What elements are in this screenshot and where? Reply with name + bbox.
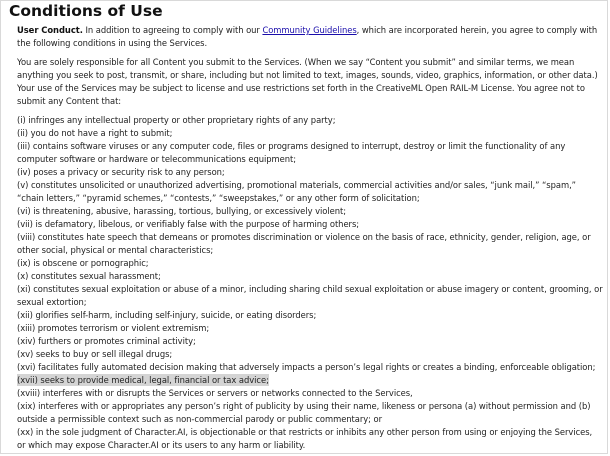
condition-text: (xii) glorifies self-harm, including self-injury, suicide, or eating disorders; [17, 310, 317, 320]
condition-text: (ii) you do not have a right to submit; [17, 128, 173, 138]
user-conduct-text-before: In addition to agreeing to comply with our [82, 25, 263, 35]
condition-text-highlighted: (xvii) seeks to provide medical, legal, financial or tax advice; [17, 375, 269, 385]
condition-text: (iv) poses a privacy or security risk to any person; [17, 167, 225, 177]
condition-item [17, 387, 603, 400]
condition-text: (xv) seeks to buy or sell illegal drugs; [17, 349, 173, 359]
condition-item [17, 114, 603, 127]
condition-text: (vi) is threatening, abusive, harassing, tortious, bullying, or excessively violent; [17, 206, 346, 216]
condition-text: (v) constitutes unsolicited or unauthorized advertising, promotional materials, commercial activities and/or sales, “junk mail,” “spam,” “chain letters,” “pyramid schemes,” “contests,” “sweepstakes,” or any other form of solicitation; [17, 180, 576, 203]
condition-item [17, 400, 603, 426]
condition-item [17, 257, 603, 270]
condition-item [17, 309, 603, 322]
condition-item-highlighted [17, 374, 603, 387]
condition-text: (viii) constitutes hate speech that demeans or promotes discrimination or violence on the basis of race, ethnicity, gender, religion, age, or other social, physical or mental characteristics; [17, 232, 591, 255]
condition-item [17, 218, 603, 231]
condition-text: (xx) in the sole judgment of Character.AI, is objectionable or that restricts or inhibits any other person from using or enjoying the Services, or which may expose Character.AI or its users to any harm or liability. [17, 427, 593, 450]
user-conduct-label: User Conduct. [17, 25, 83, 35]
condition-item [17, 426, 603, 452]
condition-text: (xiv) furthers or promotes criminal activity; [17, 336, 196, 346]
condition-item [17, 231, 603, 257]
community-guidelines-link[interactable]: Community Guidelines [262, 25, 357, 35]
responsibility-paragraph: You are solely responsible for all Content you submit to the Services. (When we say “Content you submit” and similar terms, we mean anything you seek to post, transmit, or share, including but not limited to text, images, sounds, video, graphics, information, or other data.) Your use of the Services may be subject to license and use restrictions set forth in the CreativeML Open RAIL-M License. You agree not to submit any Content that: [17, 57, 598, 106]
page-title: Conditions of Use [9, 2, 163, 20]
condition-text: (x) constitutes sexual harassment; [17, 271, 161, 281]
condition-item [17, 335, 603, 348]
condition-item [17, 166, 603, 179]
terms-content [17, 24, 603, 452]
condition-text: (xvi) facilitates fully automated decision making that adversely impacts a person’s legal rights or creates a binding, enforceable obligation; [17, 362, 596, 372]
condition-text: (xi) constitutes sexual exploitation or abuse of a minor, including sharing child sexual exploitation or abuse imagery or content, grooming, or sexual extortion; [17, 284, 603, 307]
condition-item [17, 140, 603, 166]
condition-text: (ix) is obscene or pornographic; [17, 258, 149, 268]
condition-item [17, 205, 603, 218]
condition-item [17, 348, 603, 361]
condition-item [17, 179, 603, 205]
condition-text: (iii) contains software viruses or any computer code, files or programs designed to interrupt, destroy or limit the functionality of any computer software or hardware or telecommunications equipment; [17, 141, 566, 164]
user-conduct-paragraph [17, 24, 603, 50]
user-conduct-text-after: , which are incorporated herein, you agree to comply with the following conditions in using the Services. [17, 25, 598, 48]
condition-item [17, 322, 603, 335]
condition-text: (xiii) promotes terrorism or violent extremism; [17, 323, 210, 333]
condition-text: (vii) is defamatory, libelous, or verifiably false with the purpose of harming others; [17, 219, 360, 229]
condition-text: (xviii) interferes with or disrupts the Services or servers or networks connected to the Services, [17, 388, 413, 398]
condition-item [17, 283, 603, 309]
condition-item [17, 127, 603, 140]
condition-text: (xix) interferes with or appropriates any person’s right of publicity by using their name, likeness or persona (a) without permission and (b) outside a permissible context such as non-commercial parody or public commentary; or [17, 401, 591, 424]
conditions-list [17, 114, 603, 452]
condition-text: (i) infringes any intellectual property or other proprietary rights of any party; [17, 115, 336, 125]
condition-item [17, 270, 603, 283]
condition-item [17, 361, 603, 374]
